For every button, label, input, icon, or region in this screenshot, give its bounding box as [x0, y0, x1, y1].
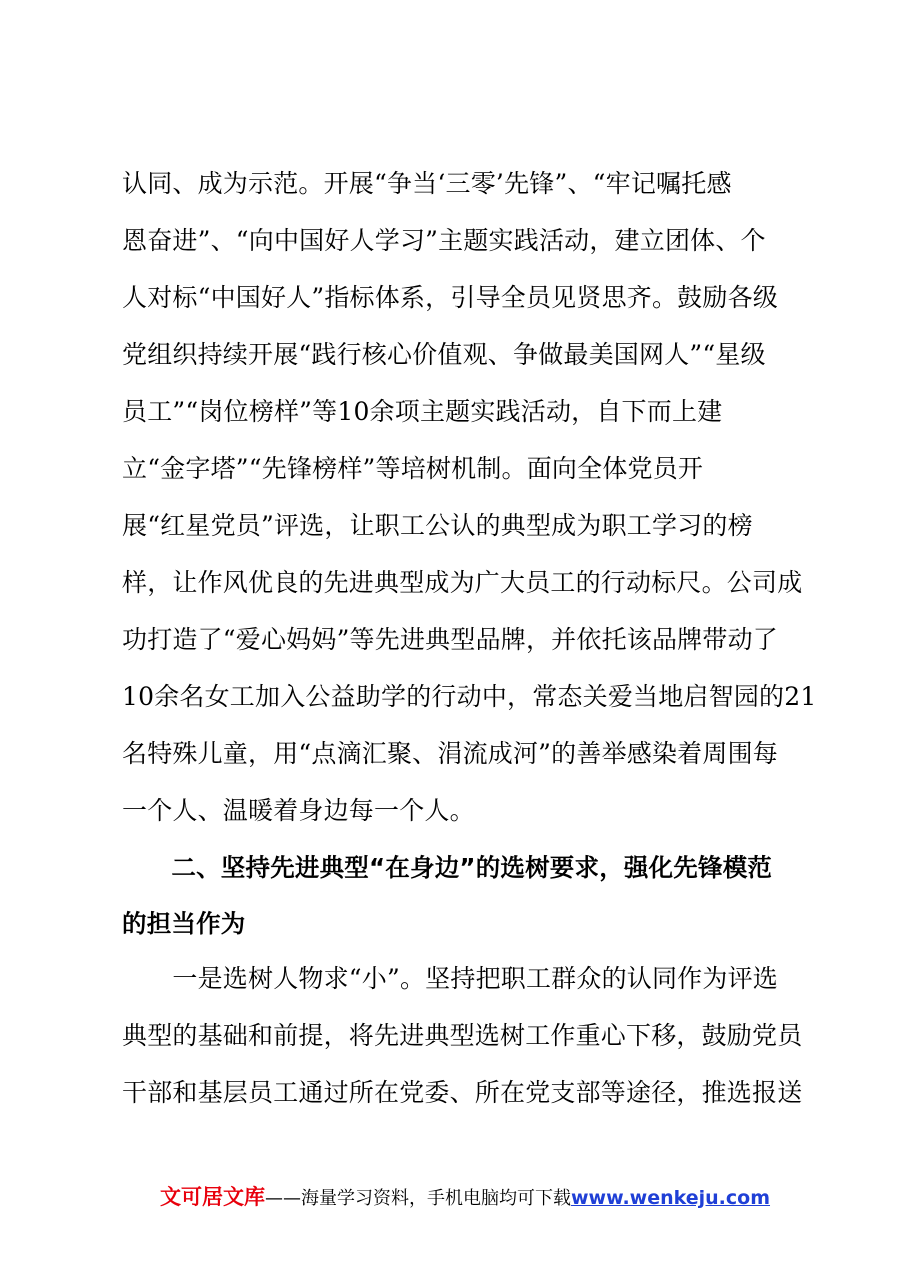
footer-brand: 文可居文库 [160, 1185, 265, 1209]
body-line: 典型的基础和前提，将先进典型选树工作重心下移，鼓励党员 [122, 1021, 803, 1050]
paragraph-line: 人对标“中国好人”指标体系，引导全员见贤思齐。鼓励各级 [122, 283, 778, 312]
footer-url-link[interactable]: www.wenkeju.com [571, 1187, 771, 1209]
paragraph-line: 认同、成为示范。开展“争当‘三零’先锋”、“牢记嘱托感 [122, 169, 732, 198]
section-heading-line: 的担当作为 [122, 909, 246, 938]
footer-banner [160, 1184, 780, 1212]
paragraph-line: 恩奋进”、“向中国好人学习”主题实践活动，建立团体、个 [122, 226, 766, 255]
body-line: 干部和基层员工通过所在党委、所在党支部等途径，推选报送 [122, 1078, 803, 1107]
paragraph-line: 党组织持续开展“践行核心价值观、争做最美国网人”“星级 [122, 340, 766, 369]
body-line: 一是选树人物求“小”。坚持把职工群众的认同作为评选 [122, 964, 778, 993]
paragraph-line: 展“红星党员”评选，让职工公认的典型成为职工学习的榜 [122, 511, 753, 540]
paragraph-line: 一个人、温暖着身边每一个人。 [122, 796, 475, 825]
section-heading-line: 二、坚持先进典型“在身边”的选树要求，强化先锋模范 [122, 853, 773, 882]
paragraph-line: 立“金字塔”“先锋榜样”等培树机制。面向全体党员开 [122, 454, 704, 483]
paragraph-line: 名特殊儿童，用“点滴汇聚、涓流成河”的善举感染着周围每 [122, 739, 778, 768]
paragraph-line: 10余名女工加入公益助学的行动中，常态关爱当地启智园的21 [122, 682, 817, 711]
footer-tagline: ——海量学习资料，手机电脑均可下载 [265, 1188, 571, 1209]
paragraph-line: 功打造了“爱心妈妈”等先进典型品牌，并依托该品牌带动了 [122, 625, 778, 654]
paragraph-line: 员工”“岗位榜样”等10余项主题实践活动，自下而上建 [122, 397, 723, 426]
paragraph-line: 样，让作风优良的先进典型成为广大员工的行动标尺。公司成 [122, 568, 803, 597]
